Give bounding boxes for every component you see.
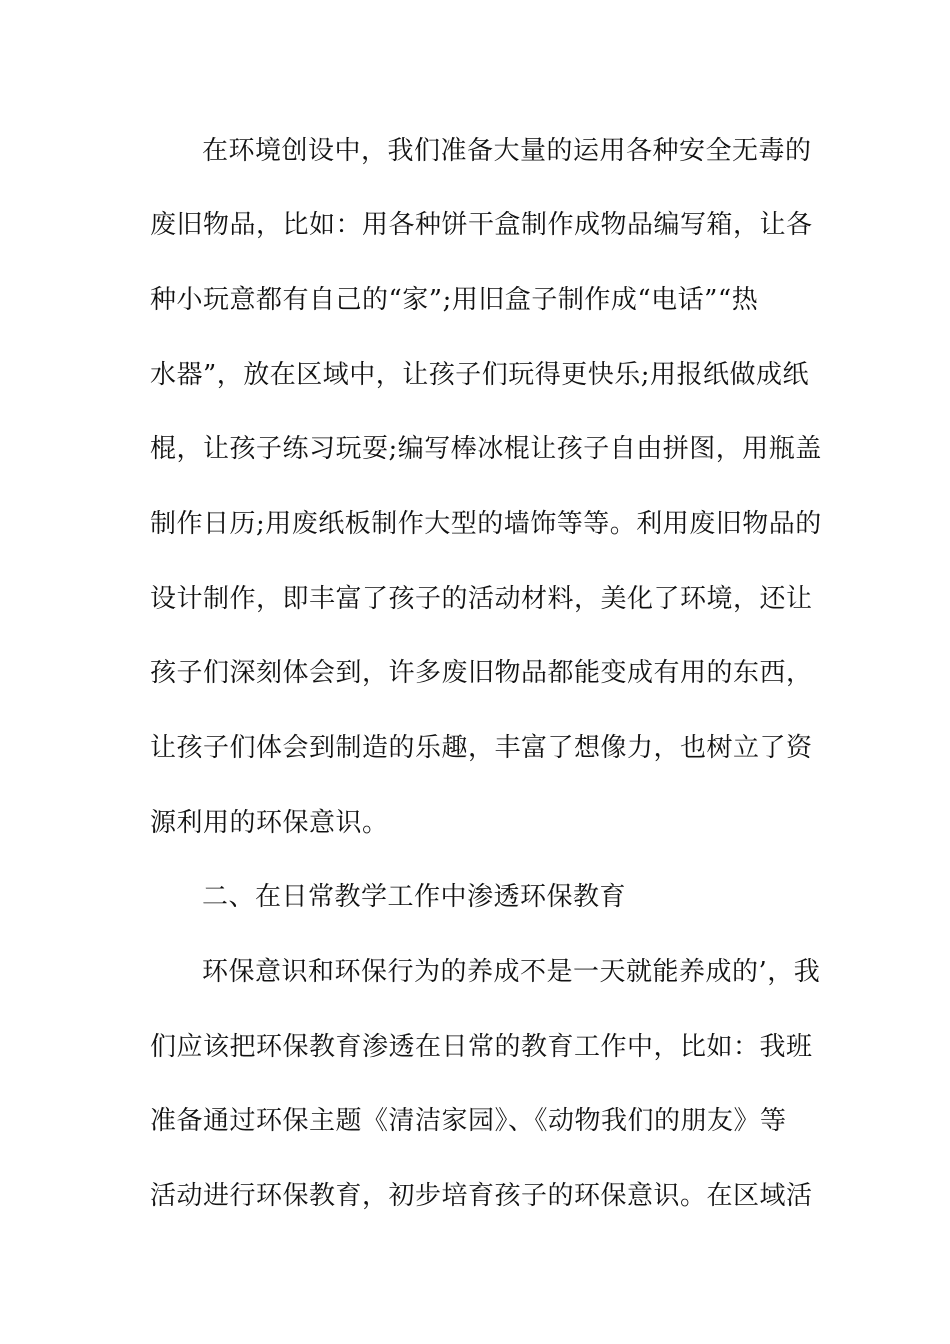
paragraph-line: 让孩子们体会到制造的乐趣，丰富了想像力，也树立了资 bbox=[150, 733, 813, 763]
paragraph-line: 废旧物品，比如：用各种饼干盒制作成物品编写箱，让各 bbox=[150, 210, 813, 240]
section-heading: 二、在日常教学工作中渗透环保教育 bbox=[202, 882, 627, 912]
paragraph-line: 孩子们深刻体会到，许多废旧物品都能变成有用的东西， bbox=[150, 658, 813, 688]
paragraph-line: 环保意识和环保行为的养成不是一天就能养成的’，我 bbox=[202, 957, 821, 987]
paragraph-line: 制作日历;用废纸板制作大型的墙饰等等。利用废旧物品的 bbox=[150, 509, 822, 539]
paragraph-line: 种小玩意都有自己的“家”;用旧盒子制作成“电话”“热 bbox=[150, 285, 759, 315]
paragraph-line: 源利用的环保意识。 bbox=[150, 808, 389, 838]
paragraph-line: 棍，让孩子练习玩耍;编写棒冰棍让孩子自由拼图，用瓶盖 bbox=[150, 434, 822, 464]
paragraph-line: 们应该把环保教育渗透在日常的教育工作中，比如：我班 bbox=[150, 1032, 813, 1062]
paragraph-line: 设计制作，即丰富了孩子的活动材料，美化了环境，还让 bbox=[150, 584, 813, 614]
paragraph-line: 水器”，放在区域中，让孩子们玩得更快乐;用报纸做成纸 bbox=[150, 360, 810, 390]
paragraph-line: 在环境创设中，我们准备大量的运用各种安全无毒的 bbox=[202, 136, 812, 166]
paragraph-line: 活动进行环保教育，初步培育孩子的环保意识。在区域活 bbox=[150, 1181, 813, 1211]
paragraph-line: 准备通过环保主题《清洁家园》、《动物我们的朋友》等 bbox=[150, 1106, 787, 1136]
